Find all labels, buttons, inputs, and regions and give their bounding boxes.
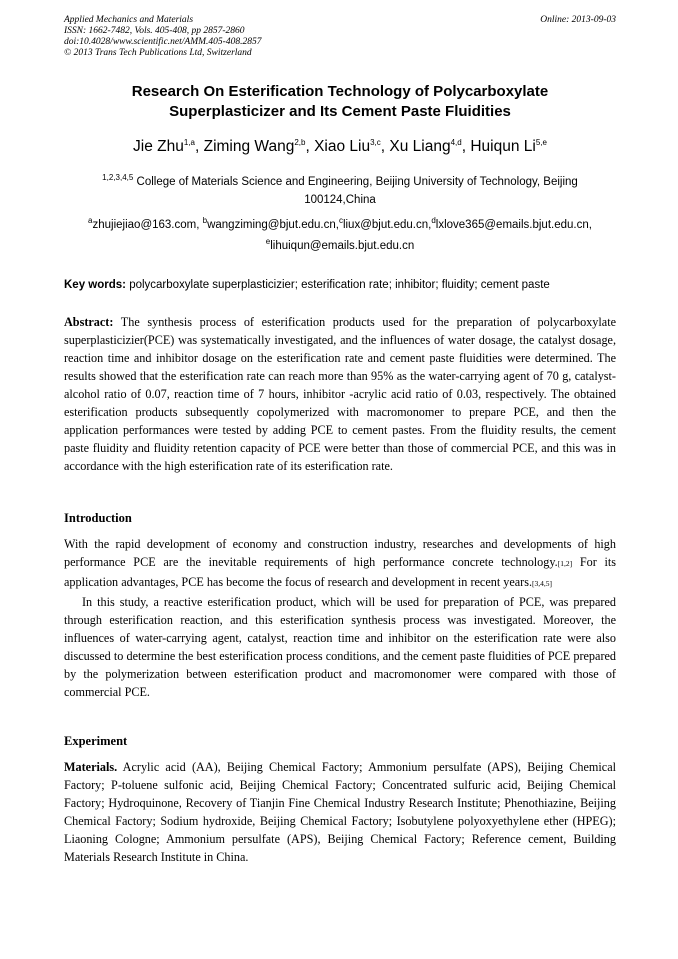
copyright-line: © 2013 Trans Tech Publications Ltd, Switzerland bbox=[64, 48, 252, 58]
affiliation bbox=[64, 173, 616, 209]
author bbox=[204, 138, 314, 155]
author-affiliation-mark: 3,c bbox=[370, 137, 381, 147]
author-name: Xiao Liu bbox=[314, 138, 371, 155]
citation: [1,2] bbox=[557, 559, 573, 568]
email-mark: e bbox=[265, 237, 271, 247]
email-address: liux@bjut.edu.cn, bbox=[342, 219, 432, 231]
affiliation-text: College of Materials Science and Engineering, Beijing University of Technology, Beijing bbox=[133, 176, 578, 188]
paper-title bbox=[64, 82, 616, 122]
materials-label: Materials. bbox=[64, 760, 118, 774]
materials-text: Acrylic acid (AA), Beijing Chemical Factory; Ammonium persulfate (APS), Beijing Chemical Factory; P-toluene sulfonic acid, Beijing Chemical Factory; Concentrated sulfuric acid, Beijing Chemical Factory; Hydroquinone, Recovery of Tianjin Fine Chemical Industry Research Institute; Phenothiazine, Beijing Chemical Factory; Sodium hydroxide, Beijing Chemical Factory; Isobutylene polyoxyethylene ether (HPEG); Liaoning Cologne; Ammonium persulfate (APS), Beijing Chemical Factory; Reference cement, Building Materials Research Institute in China. bbox=[64, 760, 616, 864]
author bbox=[314, 138, 389, 155]
email-mark: d bbox=[431, 216, 436, 226]
author bbox=[470, 138, 547, 155]
journal-name: Applied Mechanics and Materials bbox=[64, 15, 194, 25]
affiliation-mark: 1,2,3,4,5 bbox=[102, 173, 134, 183]
paragraph-text: For its application advantages, PCE has become the focus of research and development in recent years. bbox=[64, 555, 616, 589]
doi-line: doi:10.4028/www.scientific.net/AMM.405-408.2857 bbox=[64, 37, 262, 47]
author-name: Jie Zhu bbox=[133, 138, 184, 155]
author-name: Huiqun Li bbox=[470, 138, 536, 155]
email-mark: a bbox=[88, 216, 93, 226]
abstract-text: The synthesis process of esterification products used for the preparation of polycarboxylate superplasticizier(PCE) was systematically investigated, and the influences of water dosage, the catalyst dosage, reaction time and inhibitor dosage on the esterification rate and cement paste fluidities were determined. The results showed that the esterification rate can reach more than 95% as the water-carrying agent of 70 g, catalyst-alcohol ratio of 0.07, reaction time of 7 hours, inhibitor -acrylic acid ratio of 0.03, respectively. The obtained esterification products subsequently copolymerized with macromonomer to prepare PCE, and then the application performances were tested by adding PCE to cement pastes. From the fluidity results, the cement paste fluidity and fluidity retention capacity of PCE were better than those of commercial PCE, and this was in accordance with the high esterification rate of its esterification rate. bbox=[64, 315, 616, 473]
author-separator: , bbox=[194, 138, 204, 155]
author-affiliation-mark: 2,b bbox=[294, 137, 306, 147]
citation: [3,4,5] bbox=[532, 579, 553, 588]
keywords-text: polycarboxylate superplasticizier; esterification rate; inhibitor; fluidity; cement paste bbox=[126, 279, 550, 291]
title-line-2: Superplasticizer and Its Cement Paste Fluidities bbox=[169, 103, 511, 120]
author-affiliation-mark: 5,e bbox=[535, 137, 547, 147]
paragraph-text: With the rapid development of economy and construction industry, researches and developments of high performance PCE are the inevitable requirements of high performance concrete technology. bbox=[64, 537, 616, 569]
author-affiliation-mark: 1,a bbox=[183, 137, 195, 147]
abstract-label: Abstract: bbox=[64, 315, 114, 329]
email-address: lxlove365@emails.bjut.edu.cn, bbox=[435, 219, 592, 231]
email-address: wangziming@bjut.edu.cn, bbox=[207, 219, 339, 231]
email-mark: b bbox=[202, 216, 208, 226]
author bbox=[389, 138, 470, 155]
author-separator: , bbox=[380, 138, 390, 155]
keywords bbox=[64, 277, 616, 293]
email-address: zhujiejiao@163.com, bbox=[92, 219, 203, 231]
author-affiliation-mark: 4,d bbox=[450, 137, 462, 147]
keywords-label: Key words: bbox=[64, 279, 126, 291]
issn-line: ISSN: 1662-7482, Vols. 405-408, pp 2857-2860 bbox=[64, 26, 245, 36]
introduction-paragraph-1 bbox=[64, 535, 616, 593]
online-date: Online: 2013-09-03 bbox=[540, 15, 616, 25]
introduction-body bbox=[64, 535, 616, 701]
author bbox=[133, 138, 204, 155]
author-separator: , bbox=[305, 138, 315, 155]
introduction-paragraph-2: In this study, a reactive esterification product, which will be used for preparation of PCE, was prepared through esterification reaction, and this esterification synthesis process was investigated. Moreover, the influences of water-carrying agent, catalyst, reaction time and inhibitor on the esterification rate were also discussed to determine the best esterification process conditions, and the cement paste fluidities of PCE prepared by the polymerization between esterification product and macromonomer were compared with those of commercial PCE. bbox=[64, 595, 616, 699]
email-list bbox=[60, 215, 620, 257]
materials-paragraph bbox=[64, 758, 616, 866]
email-mark: c bbox=[338, 216, 343, 226]
author-separator: , bbox=[461, 138, 471, 155]
author-name: Xu Liang bbox=[389, 138, 451, 155]
author-name: Ziming Wang bbox=[203, 138, 295, 155]
introduction-heading: Introduction bbox=[64, 511, 132, 525]
author-list bbox=[64, 137, 616, 157]
abstract bbox=[64, 313, 616, 475]
experiment-heading: Experiment bbox=[64, 734, 128, 748]
journal-header bbox=[64, 15, 616, 59]
title-line-1: Research On Esterification Technology of Polycarboxylate bbox=[131, 83, 549, 100]
affiliation-line-2: 100124,China bbox=[304, 194, 376, 206]
email-address: lihuiqun@emails.bjut.edu.cn bbox=[270, 240, 415, 252]
